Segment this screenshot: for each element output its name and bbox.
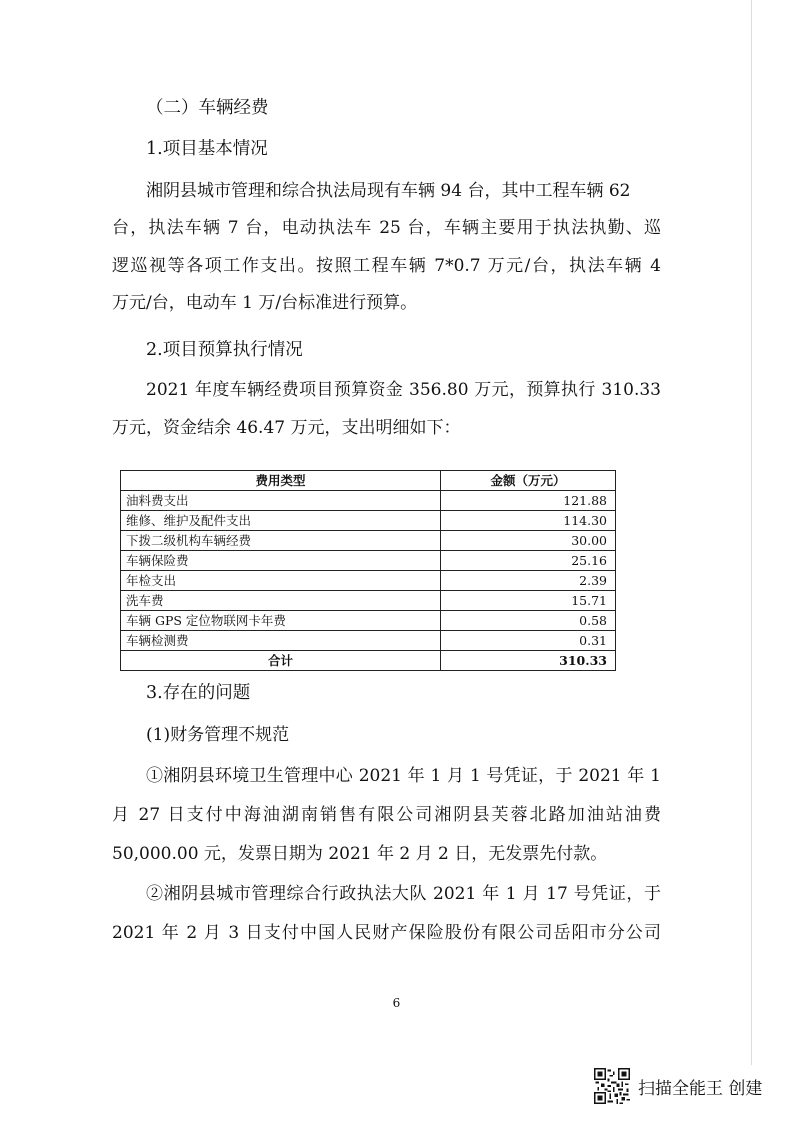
cell-amount: 0.31: [441, 631, 616, 651]
cell-type: 车辆 GPS 定位物联网卡年费: [121, 611, 441, 631]
cell-amount: 30.00: [441, 531, 616, 551]
scan-edge-line: [751, 0, 752, 1065]
expense-table: [120, 470, 616, 671]
table-row: [121, 551, 616, 571]
column-header-type: 费用类型: [121, 471, 441, 491]
paragraph-line: ②湘阴县城市管理综合行政执法大队 2021 年 1 月 17 号凭证，于: [146, 884, 661, 904]
paragraph-line: 2021 年 2 月 3 日支付中国人民财产保险股份有限公司岳阳市分公司: [112, 923, 661, 943]
cell-total-amount: 310.33: [441, 651, 616, 671]
cell-type: 洗车费: [121, 591, 441, 611]
cell-type: 下拨二级机构车辆经费: [121, 531, 441, 551]
table-row: [121, 511, 616, 531]
table-row: [121, 631, 616, 651]
cell-amount: 114.30: [441, 511, 616, 531]
cell-type: 车辆保险费: [121, 551, 441, 571]
cell-type: 油料费支出: [121, 491, 441, 511]
table-row: [121, 491, 616, 511]
table-row: [121, 591, 616, 611]
cell-amount: 25.16: [441, 551, 616, 571]
cell-amount: 15.71: [441, 591, 616, 611]
heading-budget-execution: 2.项目预算执行情况: [146, 340, 303, 360]
watermark-text: 扫描全能王 创建: [638, 1078, 763, 1099]
cell-amount: 121.88: [441, 491, 616, 511]
paragraph-line: 50,000.00 元，发票日期为 2021 年 2 月 2 日，无发票先付款。: [112, 844, 608, 864]
cell-type: 维修、维护及配件支出: [121, 511, 441, 531]
scanner-watermark: [594, 1068, 762, 1104]
cell-amount: 2.39: [441, 571, 616, 591]
paragraph-line: 2021 年度车辆经费项目预算资金 356.80 万元，预算执行 310.33: [146, 380, 661, 400]
table-header-row: [121, 471, 616, 491]
heading-issues: 3.存在的问题: [146, 683, 251, 703]
column-header-amount: 金额（万元）: [441, 471, 616, 491]
paragraph-line: 万元，资金结余 46.47 万元，支出明细如下：: [112, 418, 461, 438]
qr-code-icon: [594, 1068, 630, 1104]
paragraph-line: 台，执法车辆 7 台，电动执法车 25 台，车辆主要用于执法执勤、巡: [112, 218, 661, 238]
table-row: [121, 531, 616, 551]
page-number: 6: [392, 996, 401, 1010]
table-row: [121, 611, 616, 631]
table-row: [121, 571, 616, 591]
paragraph-line: 湘阴县城市管理和综合执法局现有车辆 94 台，其中工程车辆 62: [146, 181, 631, 201]
section-title: （二）车辆经费: [146, 98, 269, 118]
paragraph-line: 逻巡视等各项工作支出。按照工程车辆 7*0.7 万元/台，执法车辆 4: [112, 256, 661, 276]
cell-type: 年检支出: [121, 571, 441, 591]
paragraph-line: ①湘阴县环境卫生管理中心 2021 年 1 月 1 号凭证，于 2021 年 1: [146, 766, 661, 786]
sub-heading-finance: (1)财务管理不规范: [146, 725, 290, 745]
paragraph-line: 万元/台，电动车 1 万/台标准进行预算。: [112, 293, 418, 313]
cell-type: 车辆检测费: [121, 631, 441, 651]
table-total-row: [121, 651, 616, 671]
cell-total-label: 合计: [121, 651, 441, 671]
heading-basic-info: 1.项目基本情况: [146, 139, 268, 159]
cell-amount: 0.58: [441, 611, 616, 631]
paragraph-line: 月 27 日支付中海油湖南销售有限公司湘阴县芙蓉北路加油站油费: [112, 805, 661, 825]
